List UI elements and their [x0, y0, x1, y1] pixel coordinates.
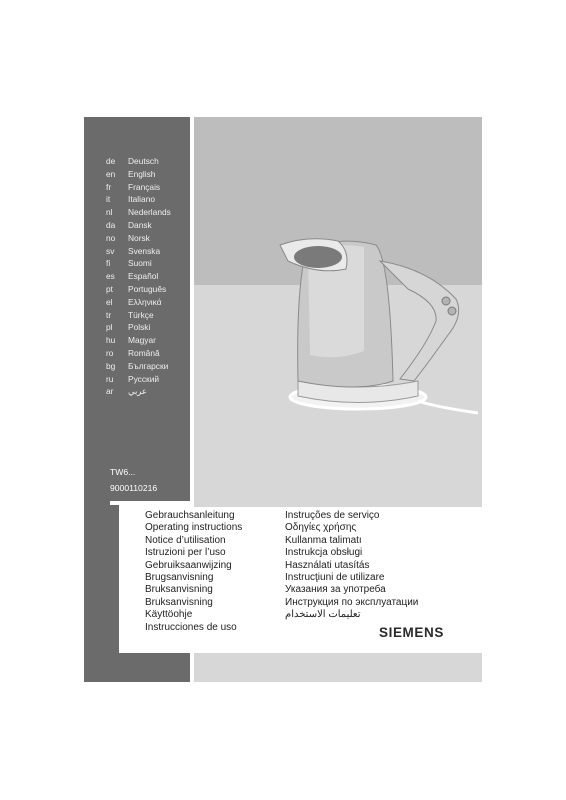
manual-title: Istruzioni per l’uso — [145, 547, 226, 559]
manual-title: Bruksanvisning — [145, 596, 213, 608]
language-name: عربي — [128, 386, 147, 397]
language-item — [106, 232, 171, 245]
language-item — [106, 385, 171, 398]
language-item — [106, 206, 171, 219]
language-name: Magyar — [128, 335, 156, 346]
language-code: tr — [106, 309, 112, 320]
manual-title: Instrucciones de uso — [145, 621, 237, 633]
model-number: TW6... — [110, 467, 136, 477]
language-list — [106, 155, 171, 398]
bottom-band — [194, 653, 482, 682]
language-item — [106, 347, 171, 360]
language-item — [106, 168, 171, 181]
manual-title: Указания за употреба — [285, 584, 386, 596]
language-name: Svenska — [128, 245, 161, 256]
language-name: Български — [128, 360, 169, 371]
language-code: fr — [106, 181, 112, 192]
language-code: fi — [106, 258, 111, 269]
language-code: pl — [106, 322, 113, 333]
language-code: es — [106, 271, 115, 282]
language-code: ru — [106, 373, 114, 384]
accent-bar — [110, 505, 119, 653]
language-code: bg — [106, 360, 116, 371]
language-item — [106, 193, 171, 206]
language-item — [106, 296, 171, 309]
manual-title: Operating instructions — [145, 522, 243, 534]
language-name: Português — [128, 283, 167, 294]
language-code: en — [106, 168, 116, 179]
language-item — [106, 360, 171, 373]
manual-title: Käyttöohje — [145, 609, 193, 621]
manual-titles-right — [285, 510, 418, 622]
manual-title: Instrucţiuni de utilizare — [285, 571, 385, 583]
language-code: de — [106, 156, 116, 166]
manual-title: Notice d’utilisation — [145, 534, 226, 546]
manual-title: Instrukcja obsługi — [285, 547, 363, 559]
language-code: hu — [106, 335, 116, 346]
language-name: Русский — [128, 373, 160, 384]
language-name: Italiano — [128, 194, 156, 205]
language-code: it — [106, 194, 111, 205]
language-item — [106, 270, 171, 283]
manual-title: Инструкция по эксплуатации — [285, 596, 419, 608]
siemens-logo: SIEMENS — [379, 625, 444, 640]
language-item — [106, 245, 171, 258]
language-name: Deutsch — [128, 156, 159, 166]
language-name: Ελληνικά — [128, 296, 162, 307]
language-name: Polski — [128, 322, 151, 333]
language-name: Suomi — [128, 258, 152, 269]
language-code: pt — [106, 283, 113, 294]
language-item — [106, 219, 171, 232]
language-item — [106, 321, 171, 334]
manual-title: تعليمات الاستخدام — [285, 609, 361, 621]
manual-titles-left — [145, 510, 242, 634]
language-code: no — [106, 232, 116, 243]
part-number: 9000110216 — [110, 483, 158, 493]
manual-title: Gebrauchsanleitung — [145, 510, 235, 521]
language-code: ar — [106, 386, 114, 397]
language-item — [106, 334, 171, 347]
manual-cover — [84, 117, 482, 682]
language-name: Norsk — [128, 232, 150, 243]
manual-title: Használati utasítás — [285, 559, 370, 571]
language-name: Română — [128, 347, 160, 358]
language-code: el — [106, 296, 113, 307]
language-item — [106, 373, 171, 386]
manual-title: Gebruiksaanwijzing — [145, 559, 232, 571]
manual-title: Instruções de serviço — [285, 510, 380, 521]
language-item — [106, 309, 171, 322]
language-name: Español — [128, 271, 159, 282]
manual-title: Brugsanvisning — [145, 571, 214, 583]
language-name: Türkçe — [128, 309, 154, 320]
kettle-image — [268, 231, 478, 416]
language-code: da — [106, 219, 116, 230]
manual-title: Οδηγίες χρήσης — [285, 522, 357, 534]
language-name: Dansk — [128, 219, 152, 230]
language-item — [106, 257, 171, 270]
language-item — [106, 155, 171, 168]
language-code: sv — [106, 245, 115, 256]
language-name: English — [128, 168, 156, 179]
language-item — [106, 181, 171, 194]
manual-title: Bruksanvisning — [145, 584, 213, 596]
language-code: nl — [106, 207, 113, 218]
language-name: Nederlands — [128, 207, 171, 218]
language-item — [106, 283, 171, 296]
language-name: Français — [128, 181, 161, 192]
language-code: ro — [106, 347, 114, 358]
manual-title: Kullanma talimatı — [285, 534, 362, 546]
